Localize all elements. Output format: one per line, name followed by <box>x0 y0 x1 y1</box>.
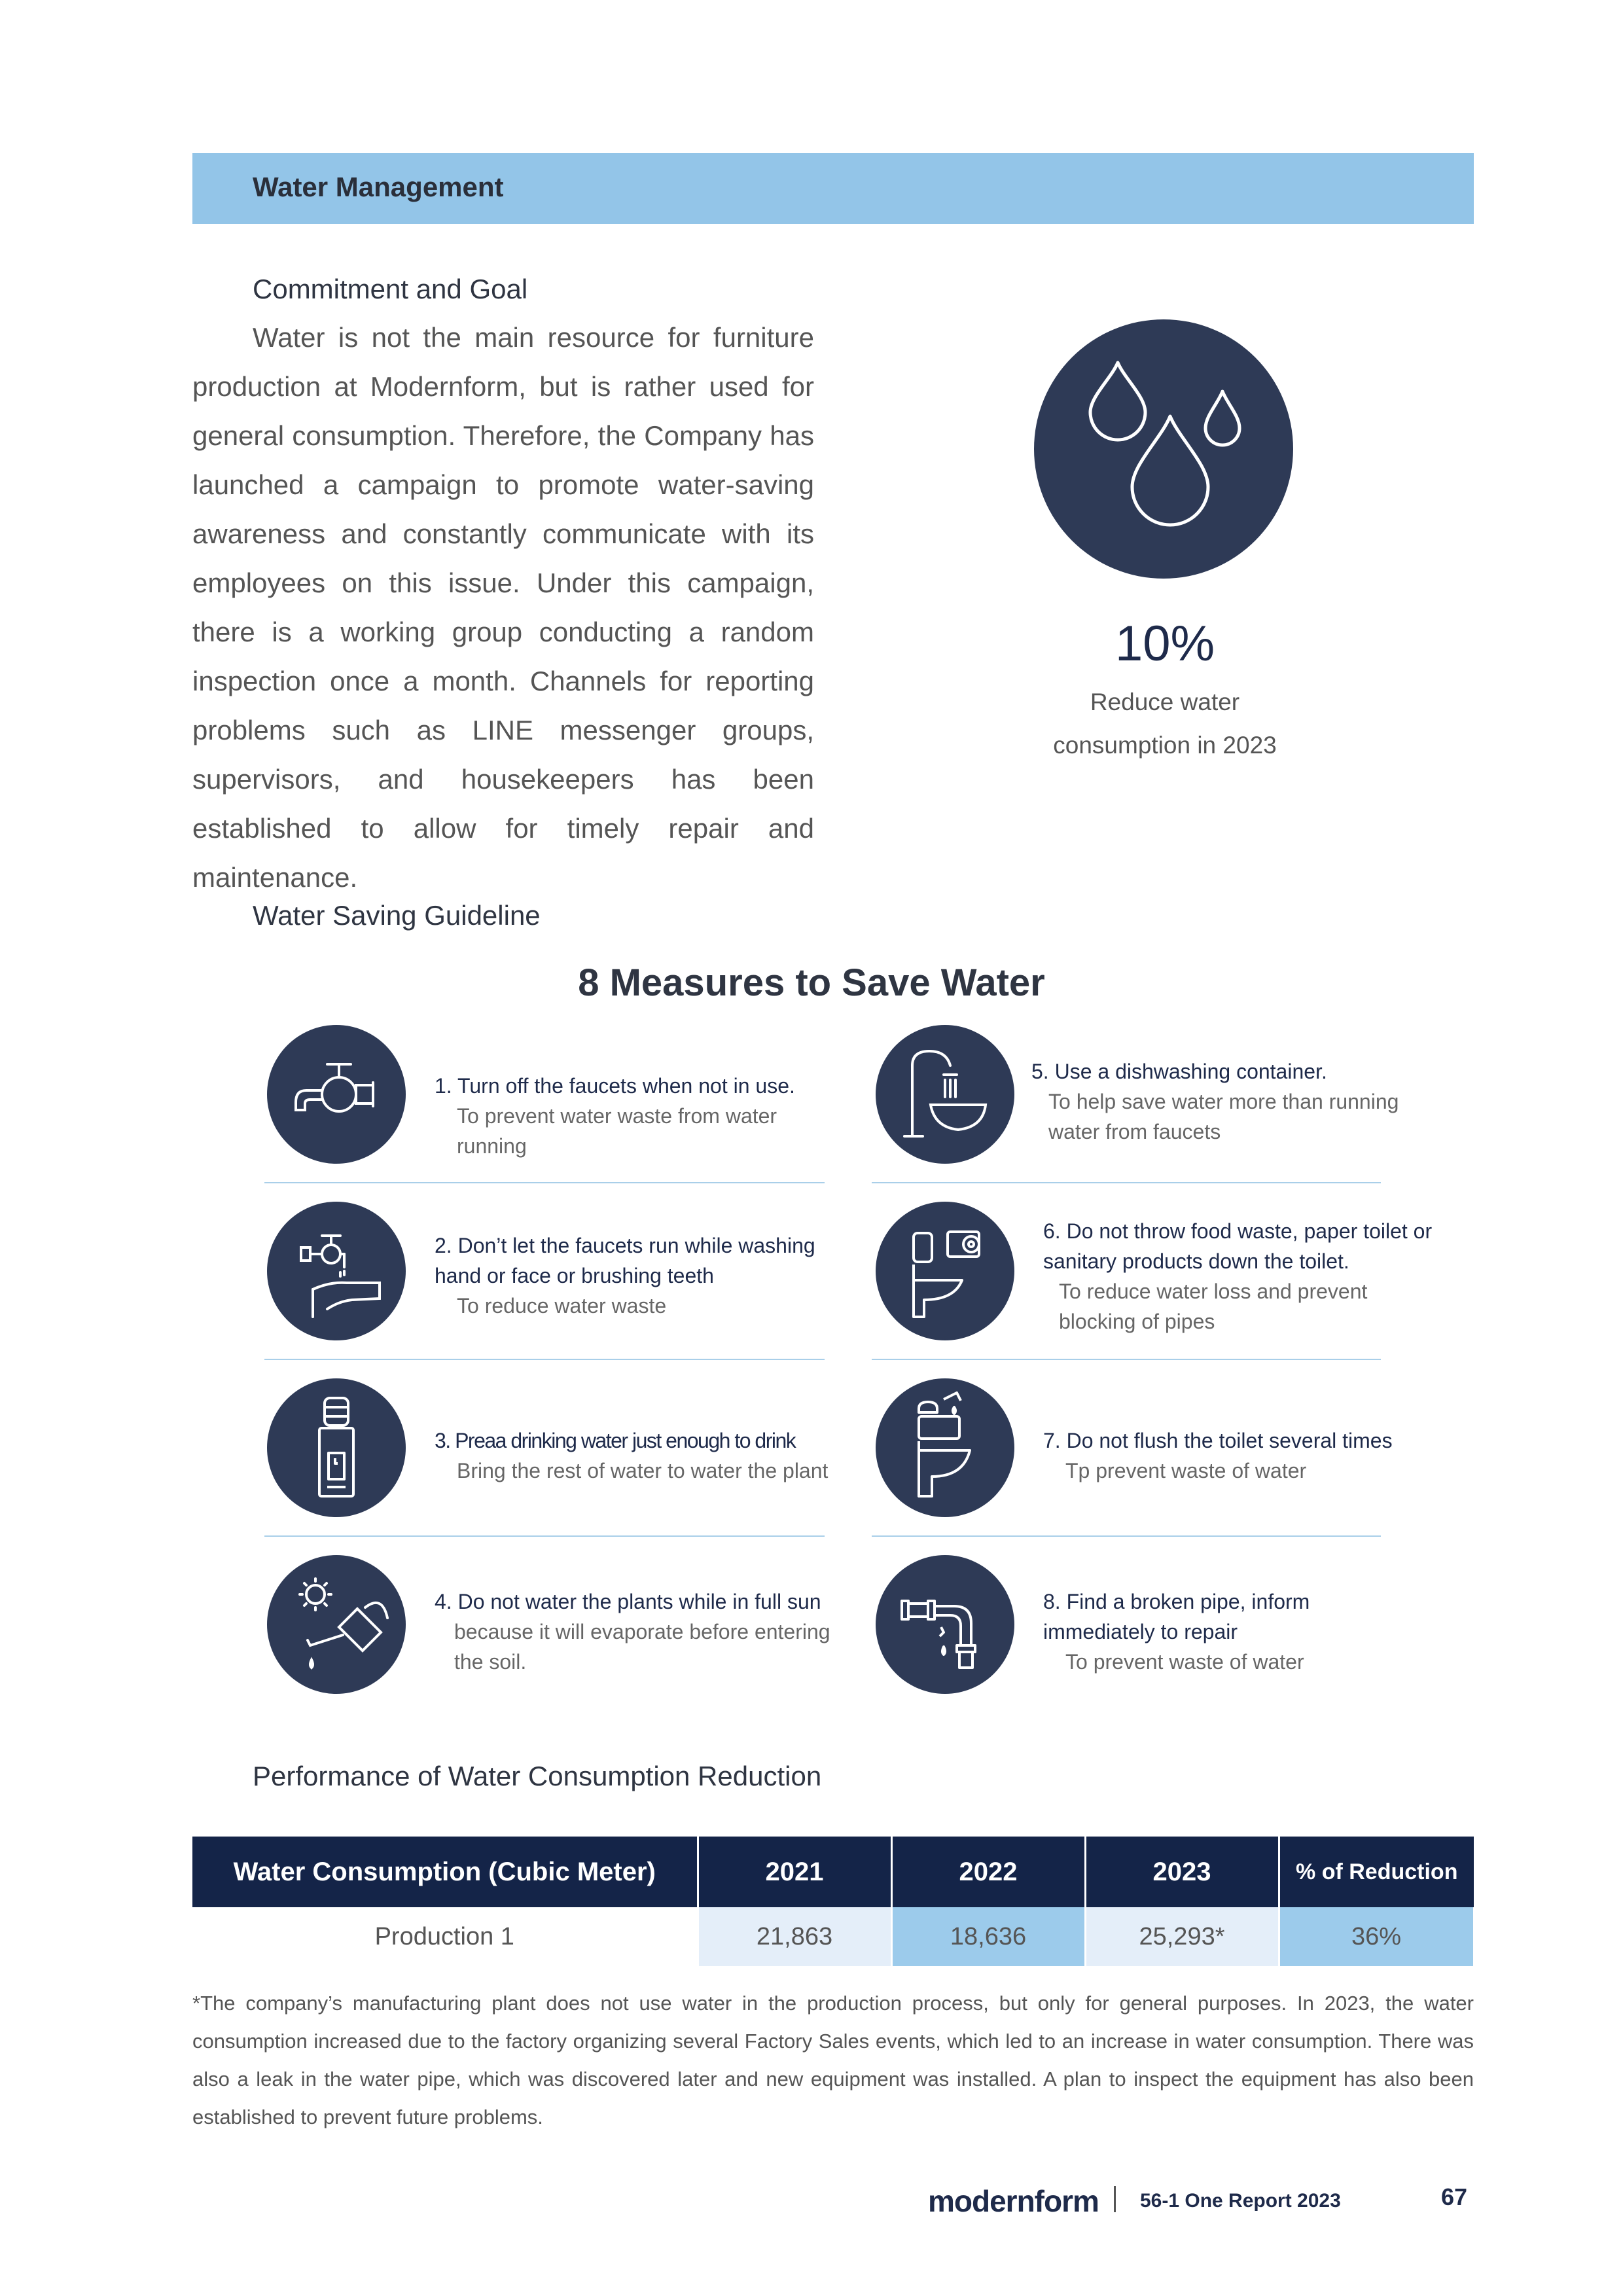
divider <box>872 1359 1381 1360</box>
measures-title: 8 Measures to Save Water <box>578 961 1045 1004</box>
sink-faucet-icon <box>876 1025 1014 1164</box>
goal-percentage: 10% <box>1115 616 1215 672</box>
goal-caption-line2: consumption in 2023 <box>1053 732 1277 759</box>
performance-heading: Performance of Water Consumption Reduction <box>253 1761 822 1791</box>
toilet-paper-icon <box>876 1202 1014 1340</box>
goal-caption-line1: Reduce water <box>1090 689 1240 715</box>
water-dispenser-icon <box>267 1378 406 1517</box>
measure-2-title: 2. Don’t let the faucets run while washing hand or face or brushing teeth <box>435 1234 815 1287</box>
measure-8-desc: To prevent waste of water <box>1065 1650 1304 1674</box>
measure-1-title: 1. Turn off the faucets when not in use. <box>435 1074 795 1098</box>
table-row <box>192 1907 1474 1966</box>
measure-3-desc: Bring the rest of water to water the plant <box>457 1459 829 1482</box>
divider <box>264 1535 825 1537</box>
goal-caption <box>982 681 1348 767</box>
guideline-heading: Water Saving Guideline <box>253 900 541 931</box>
divider <box>264 1182 825 1183</box>
measure-5-desc: To help save water more than running water from faucets <box>1048 1090 1399 1143</box>
broken-pipe-icon <box>876 1555 1014 1694</box>
measure-6-title: 6. Do not throw food waste, paper toilet or sanitary products down the toilet. <box>1043 1219 1433 1273</box>
footnote: *The company’s manufacturing plant does not use water in the production process, but only for general purposes. In 2023, the water consumption increased due to the factory organizing several Factory Sales events, which led to an increase in water consumption. There was also a leak in the water pipe, which was discovered later and new equipment was installed. A plan to inspect the equipment has also been established to prevent future problems. <box>192 1992 1474 2128</box>
hand-washing-icon <box>267 1202 406 1340</box>
table-cell: 25,293* <box>1085 1907 1279 1966</box>
measure-1-desc: To prevent water waste from water running <box>457 1104 777 1158</box>
footer-separator <box>1114 2186 1116 2212</box>
table-header-cell: 2021 <box>698 1837 891 1907</box>
measure-7-title: 7. Do not flush the toilet several times <box>1043 1429 1393 1452</box>
table-cell: 21,863 <box>698 1907 891 1966</box>
divider <box>872 1535 1381 1537</box>
measure-6-desc: To reduce water loss and prevent blocking of pipes <box>1059 1280 1368 1333</box>
measure-7-desc: Tp prevent waste of water <box>1065 1459 1307 1482</box>
measure-2-desc: To reduce water waste <box>457 1294 667 1318</box>
measure-4-title: 4. Do not water the plants while in full sun <box>435 1590 821 1613</box>
table-header-cell: 2022 <box>891 1837 1085 1907</box>
table-header-cell: % of Reduction <box>1279 1837 1474 1907</box>
table-header-cell: Water Consumption (Cubic Meter) <box>192 1837 698 1907</box>
measure-8-title: 8. Find a broken pipe, inform immediately to repair <box>1043 1590 1310 1643</box>
table-header-row <box>192 1837 1474 1907</box>
table-header-cell: 2023 <box>1085 1837 1279 1907</box>
water-consumption-table <box>192 1837 1475 1966</box>
water-drops-icon <box>1034 319 1293 579</box>
commitment-heading: Commitment and Goal <box>253 274 528 304</box>
measure-4-desc: because it will evaporate before entering the soil. <box>454 1620 830 1674</box>
table-cell: 18,636 <box>891 1907 1085 1966</box>
faucet-icon <box>267 1025 406 1164</box>
table-cell: Production 1 <box>192 1907 698 1966</box>
brand-logo: modernform <box>928 2184 1099 2218</box>
section-header-bar <box>192 153 1474 224</box>
watering-can-icon <box>267 1555 406 1694</box>
divider <box>264 1359 825 1360</box>
page-number: 67 <box>1441 2183 1468 2210</box>
toilet-flush-icon <box>876 1378 1014 1517</box>
report-name: 56-1 One Report 2023 <box>1140 2190 1341 2212</box>
section-title: Water Management <box>253 171 504 202</box>
measure-5-title: 5. Use a dishwashing container. <box>1031 1060 1327 1083</box>
commitment-body: Water is not the main resource for furniture production at Modernform, but is rather used for general consumption. Therefore, the Company has launched a campaign to promote water-saving awareness and constantly communicate with its employees on this issue. Under this campaign, there is a working group conducting a random inspection once a month. Channels for reporting problems such as LINE messenger groups, supervisors, and housekeepers has been established to allow for timely repair and maintenance. <box>192 322 814 893</box>
divider <box>872 1182 1381 1183</box>
measure-3-title: 3. Preaa drinking water just enough to drink <box>435 1429 796 1452</box>
table-cell: 36% <box>1279 1907 1474 1966</box>
